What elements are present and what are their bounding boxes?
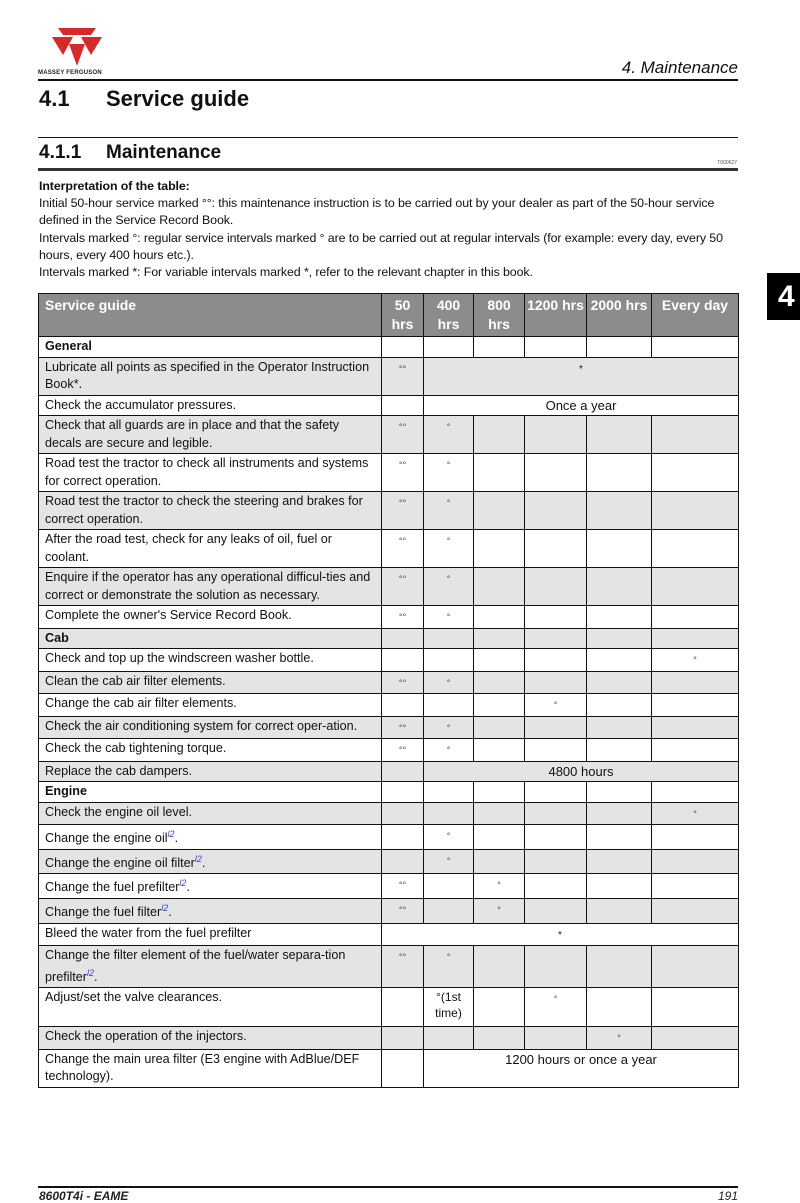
task-cell: Clean the cab air filter elements. bbox=[39, 671, 382, 694]
interval-mark: ° bbox=[424, 454, 474, 492]
cross-reference-link[interactable]: l2 bbox=[179, 878, 187, 889]
table-row bbox=[39, 416, 739, 454]
cross-reference-link[interactable]: l2 bbox=[167, 829, 175, 839]
page-number: 191 bbox=[717, 1189, 738, 1203]
interval-mark: ° bbox=[424, 716, 474, 739]
interval-mark: °° bbox=[382, 568, 424, 606]
task-cell: Adjust/set the valve clearances. bbox=[39, 988, 382, 1027]
interval-mark: ° bbox=[424, 492, 474, 530]
interpretation-title: Interpretation of the table: bbox=[39, 179, 190, 193]
interpretation-line: Intervals marked °: regular service intervals marked ° are to be carried out at regular intervals (for example: every day, every 50 hours, every 400 hours etc.). bbox=[39, 230, 723, 262]
section-label: Engine bbox=[39, 782, 382, 803]
interval-span-text: 4800 hours bbox=[424, 761, 739, 782]
table-row bbox=[39, 874, 739, 899]
task-cell: After the road test, check for any leaks of oil, fuel or coolant. bbox=[39, 530, 382, 568]
section-row-cab bbox=[39, 628, 739, 649]
table-row bbox=[39, 1049, 739, 1087]
task-cell: Enquire if the operator has any operational difficul-ties and correct or demonstrate the solution as necessary. bbox=[39, 568, 382, 606]
table-row bbox=[39, 357, 739, 395]
subsection-title: Maintenance bbox=[106, 142, 222, 163]
table-row bbox=[39, 395, 739, 416]
subsection-rule bbox=[38, 168, 738, 171]
header-rule bbox=[38, 79, 738, 81]
section-row-engine bbox=[39, 782, 739, 803]
service-guide-table bbox=[38, 293, 739, 1088]
column-header: 800 hrs bbox=[474, 294, 525, 337]
task-cell: Change the fuel filter$^{l2}$. bbox=[39, 899, 382, 924]
interval-mark: °° bbox=[382, 874, 424, 899]
task-cell: Change the main urea filter (E3 engine with AdBlue/DEF technology). bbox=[39, 1049, 382, 1087]
task-cell: Check the accumulator pressures. bbox=[39, 395, 382, 416]
column-header: 50 hrs bbox=[382, 294, 424, 337]
task-cell: Check the cab tightening torque. bbox=[39, 739, 382, 762]
table-row bbox=[39, 802, 739, 825]
table-row bbox=[39, 606, 739, 629]
task-cell: Check and top up the windscreen washer bottle. bbox=[39, 649, 382, 672]
interval-mark bbox=[382, 395, 424, 416]
section-title: Service guide bbox=[106, 86, 250, 111]
interval-mark: ° bbox=[587, 1027, 652, 1050]
table-row bbox=[39, 454, 739, 492]
interval-mark: ° bbox=[424, 530, 474, 568]
table-row bbox=[39, 649, 739, 672]
task-cell: Bleed the water from the fuel prefilter bbox=[39, 923, 382, 946]
interval-mark: ° bbox=[474, 874, 525, 899]
task-cell: Change the engine oil$^{l2}$. bbox=[39, 825, 382, 850]
interval-mark: ° bbox=[652, 802, 739, 825]
task-cell: Road test the tractor to check the steering and brakes for correct operation. bbox=[39, 492, 382, 530]
task-cell: Road test the tractor to check all instruments and systems for correct operation. bbox=[39, 454, 382, 492]
interval-mark: °° bbox=[382, 671, 424, 694]
table-row bbox=[39, 825, 739, 850]
section-number: 4.1 bbox=[39, 86, 70, 111]
reference-code: T000627 bbox=[717, 160, 737, 166]
chapter-tab-marker: 4 bbox=[767, 273, 800, 320]
task-cell: Change the cab air filter elements. bbox=[39, 694, 382, 717]
interval-mark bbox=[382, 1049, 424, 1087]
table-row bbox=[39, 568, 739, 606]
section-label: General bbox=[39, 337, 382, 358]
interval-mark: ° bbox=[525, 988, 587, 1027]
variable-interval-mark: * bbox=[424, 357, 739, 395]
cross-reference-link[interactable]: l2 bbox=[161, 903, 169, 914]
interval-mark: ° bbox=[424, 568, 474, 606]
interval-mark: °(1st time) bbox=[424, 988, 474, 1027]
chapter-title: 4. Maintenance bbox=[621, 58, 738, 77]
table-row bbox=[39, 694, 739, 717]
interval-mark: °° bbox=[382, 739, 424, 762]
interval-mark: °° bbox=[382, 606, 424, 629]
interpretation-line: Initial 50-hour service marked °°: this maintenance instruction is to be carried out by your dealer as part of the 50-hour service defined in the Service Record Book. bbox=[39, 196, 715, 228]
table-row bbox=[39, 739, 739, 762]
cross-reference-link[interactable]: l2 bbox=[87, 967, 95, 978]
footer-rule bbox=[38, 1186, 738, 1188]
task-cell: Lubricate all points as specified in the Operator Instruction Book*. bbox=[39, 357, 382, 395]
table-header-row bbox=[39, 294, 739, 337]
task-cell: Replace the cab dampers. bbox=[39, 761, 382, 782]
brand-name: MASSEY FERGUSON bbox=[38, 70, 102, 76]
table-row bbox=[39, 988, 739, 1027]
interpretation-line: Intervals marked *: For variable intervals marked *, refer to the relevant chapter in this book. bbox=[39, 265, 533, 280]
task-cell: Change the fuel prefilter$^{l2}$. bbox=[39, 874, 382, 899]
interval-mark: ° bbox=[652, 649, 739, 672]
interval-span-text: 1200 hours or once a year bbox=[424, 1049, 739, 1087]
section-label: Cab bbox=[39, 628, 382, 649]
interval-mark: ° bbox=[424, 671, 474, 694]
table-row bbox=[39, 899, 739, 924]
interval-mark: °° bbox=[382, 899, 424, 924]
table-row bbox=[39, 492, 739, 530]
task-cell: Check the air conditioning system for correct oper-ation. bbox=[39, 716, 382, 739]
interval-mark: °° bbox=[382, 530, 424, 568]
interval-mark: °° bbox=[382, 492, 424, 530]
task-cell: Check the operation of the injectors. bbox=[39, 1027, 382, 1050]
interval-mark: °° bbox=[382, 946, 424, 988]
table-row bbox=[39, 530, 739, 568]
table-interpretation bbox=[39, 178, 741, 281]
column-header: Every day bbox=[652, 294, 739, 337]
section-rule bbox=[38, 137, 738, 138]
column-header: 400 hrs bbox=[424, 294, 474, 337]
interval-mark: °° bbox=[382, 454, 424, 492]
interval-mark: °° bbox=[382, 716, 424, 739]
interval-mark: °° bbox=[382, 357, 424, 395]
task-cell: Complete the owner's Service Record Book. bbox=[39, 606, 382, 629]
task-cell: Change the engine oil filter$^{l2}$. bbox=[39, 849, 382, 874]
interval-mark: ° bbox=[424, 739, 474, 762]
massey-ferguson-logo bbox=[38, 28, 128, 78]
interval-mark: °° bbox=[382, 416, 424, 454]
task-cell: Check the engine oil level. bbox=[39, 802, 382, 825]
column-header: 1200 hrs bbox=[525, 294, 587, 337]
interval-mark bbox=[382, 761, 424, 782]
section-row-general bbox=[39, 337, 739, 358]
footer-model: 8600T4i - EAME bbox=[39, 1189, 129, 1203]
interval-mark: ° bbox=[424, 825, 474, 850]
interval-mark: ° bbox=[424, 849, 474, 874]
interval-mark: ° bbox=[474, 899, 525, 924]
table-row bbox=[39, 1027, 739, 1050]
table-row bbox=[39, 946, 739, 988]
interval-span-text: Once a year bbox=[424, 395, 739, 416]
table-row bbox=[39, 716, 739, 739]
interval-mark: ° bbox=[424, 606, 474, 629]
column-header: Service guide bbox=[39, 294, 382, 337]
task-cell: Check that all guards are in place and that the safety decals are secure and legible. bbox=[39, 416, 382, 454]
cross-reference-link[interactable]: l2 bbox=[194, 853, 202, 864]
variable-interval-mark: * bbox=[382, 923, 739, 946]
subsection-number: 4.1.1 bbox=[39, 142, 82, 163]
triple-triangle-logo-icon bbox=[52, 28, 102, 68]
interval-mark: ° bbox=[424, 946, 474, 988]
task-cell: Change the filter element of the fuel/water separa-tion prefilter$^{l2}$. bbox=[39, 946, 382, 988]
table-row bbox=[39, 923, 739, 946]
column-header: 2000 hrs bbox=[587, 294, 652, 337]
table-row bbox=[39, 761, 739, 782]
interval-mark: ° bbox=[525, 694, 587, 717]
table-row bbox=[39, 849, 739, 874]
table-row bbox=[39, 671, 739, 694]
interval-mark: ° bbox=[424, 416, 474, 454]
